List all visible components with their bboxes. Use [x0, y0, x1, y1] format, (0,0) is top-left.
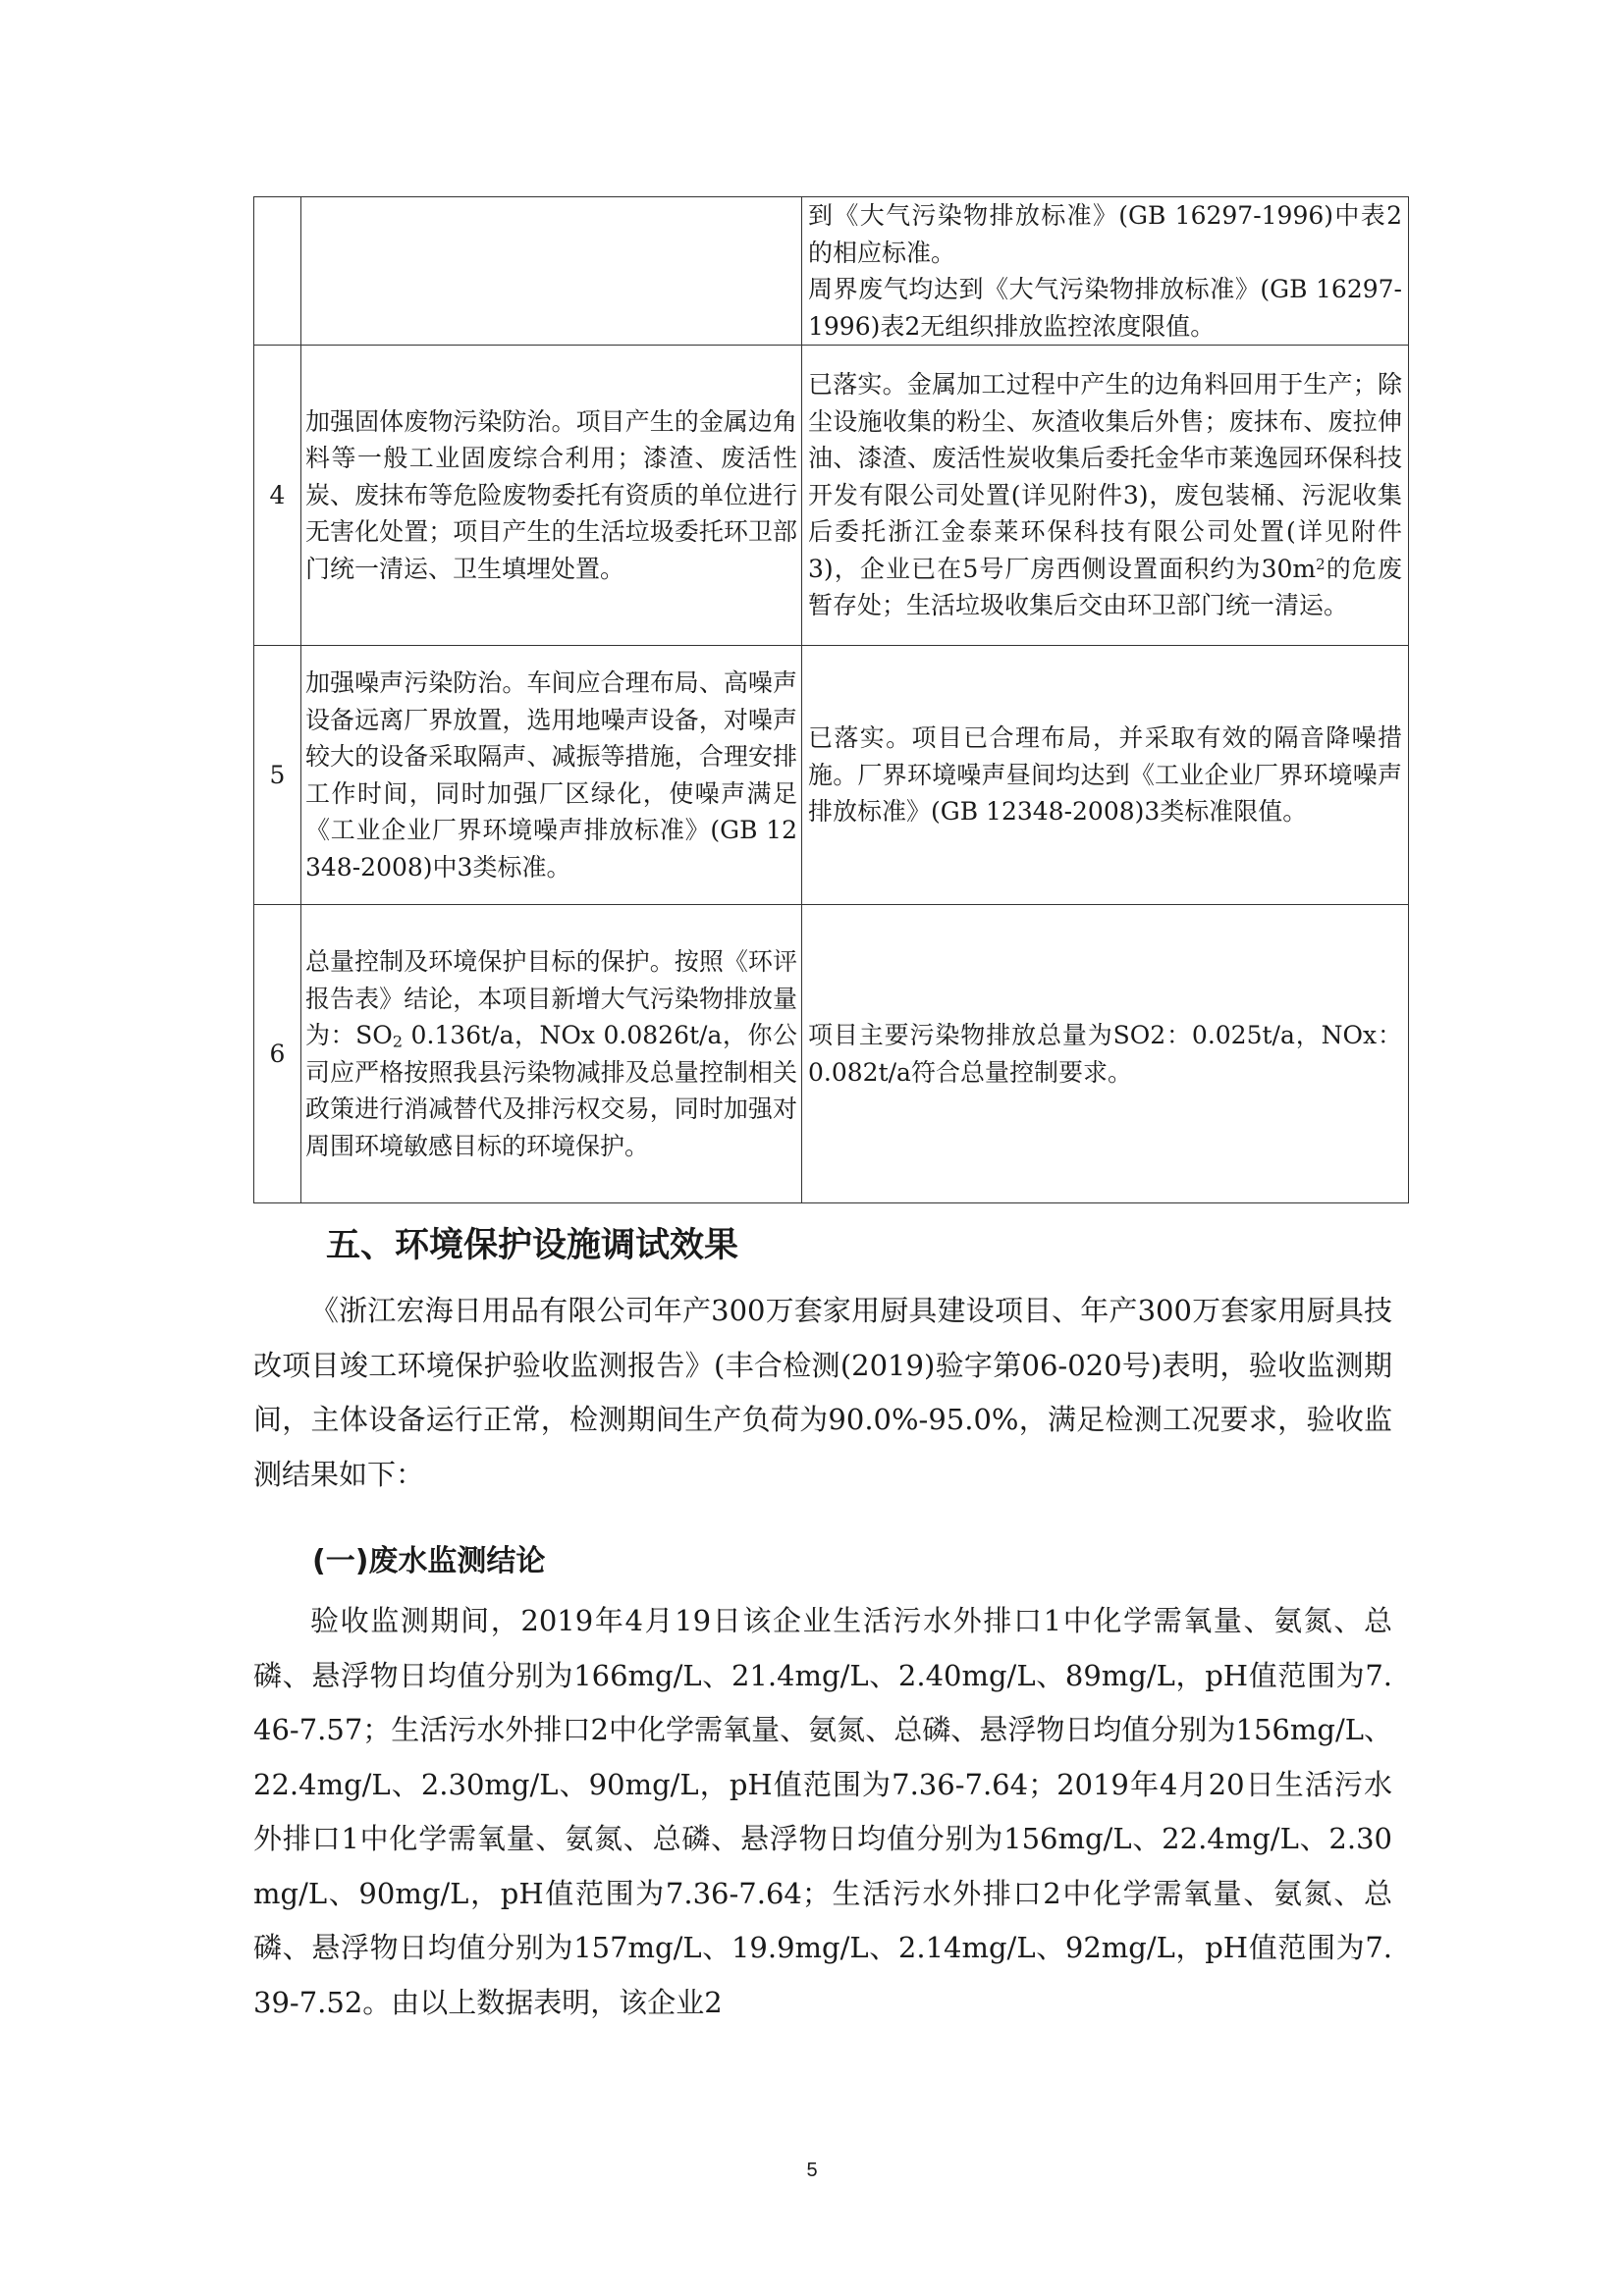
implementation-text: 已落实。金属加工过程中产生的边角料回用于生产；除尘设施收集的粉尘、灰渣收集后外售；废抹布、废拉伸油、漆渣、废活性炭收集后委托金华市莱逸园环保科技开发有限公司处置(详见附件3)，废包装桶、污泥收集后委托浙江金泰莱环保科技有限公司处置(详见附件3)，企业已在5号厂房西侧设置面积约为30m [808, 370, 1402, 583]
table-row [254, 905, 1409, 1203]
intro-paragraph: 《浙江宏海日用品有限公司年产300万套家用厨具建设项目、年产300万套家用厨具技改项目竣工环境保护验收监测报告》(丰合检测(2019)验字第06-020号)表明，验收监测期间，主体设备运行正常，检测期间生产负荷为90.0%-95.0%，满足检测工况要求，验收监测结果如下： [253, 1294, 1392, 1491]
wastewater-subheading: (一)废水监测结论 [312, 1544, 546, 1578]
row-number [254, 197, 301, 346]
wastewater-paragraph: 验收监测期间，2019年4月19日该企业生活污水外排口1中化学需氧量、氨氮、总磷、悬浮物日均值分别为166mg/L、21.4mg/L、2.40mg/L、89mg/L，pH值范围为7.46-7.57；生活污水外排口2中化学需氧量、氨氮、总磷、悬浮物日均值分别为156mg/L、22.4mg/L、2.30mg/L、90mg/L，pH值范围为7.36-7.64；2019年4月20日生活污水外排口1中化学需氧量、氨氮、总磷、悬浮物日均值分别为156mg/L、22.4mg/L、2.30mg/L、90mg/L，pH值范围为7.36-7.64；生活污水外排口2中化学需氧量、氨氮、总磷、悬浮物日均值分别为157mg/L、19.9mg/L、2.14mg/L、92mg/L，pH值范围为7.39-7.52。由以上数据表明，该企业2 [253, 1604, 1392, 2019]
implementation-text: 到《大气污染物排放标准》(GB 16297-1996)中表2的相应标准。 周界废气均达到《大气污染物排放标准》(GB 16297-1996)表2无组织排放监控浓度限值。 [808, 201, 1402, 341]
row-number: 4 [254, 346, 301, 646]
section-heading: 五、环境保护设施调试效果 [326, 1226, 739, 1265]
implementation-text-tail: 的危废暂存处；生活垃圾收集后交由环卫部门统一清运。 [808, 554, 1402, 620]
superscript: 2 [1316, 555, 1326, 573]
table-row [254, 646, 1409, 905]
implementation-cell [802, 197, 1409, 346]
requirement-cell [301, 905, 802, 1203]
requirement-cell: 加强噪声污染防治。车间应合理布局、高噪声设备远离厂界放置，选用地噪声设备，对噪声较大的设备采取隔声、减振等措施，合理安排工作时间，同时加强厂区绿化，使噪声满足《工业企业厂界环境噪声排放标准》(GB 12348-2008)中3类标准。 [301, 646, 802, 905]
requirement-text-tail: 0.136t/a，NOx 0.0826t/a，你公司应严格按照我县污染物减排及总量控制相关政策进行消减替代及排污权交易，同时加强对周围环境敏感目标的环境保护。 [305, 1021, 797, 1160]
implementation-cell [802, 346, 1409, 646]
requirement-cell [301, 197, 802, 346]
implementation-cell: 已落实。项目已合理布局，并采取有效的隔音降噪措施。厂界环境噪声昼间均达到《工业企业厂界环境噪声排放标准》(GB 12348-2008)3类标准限值。 [802, 646, 1409, 905]
table-row [254, 197, 1409, 346]
requirement-cell: 加强固体废物污染防治。项目产生的金属边角料等一般工业固废综合利用；漆渣、废活性炭、废抹布等危险废物委托有资质的单位进行无害化处置；项目产生的生活垃圾委托环卫部门统一清运、卫生填埋处置。 [301, 346, 802, 646]
requirement-text: 总量控制及环境保护目标的保护。按照《环评报告表》结论，本项目新增大气污染物排放量为：SO [305, 947, 797, 1049]
page-number: 5 [806, 2160, 818, 2181]
row-number: 5 [254, 646, 301, 905]
table-row [254, 346, 1409, 646]
row-number: 6 [254, 905, 301, 1203]
subscript: 2 [392, 1032, 404, 1051]
implementation-cell: 项目主要污染物排放总量为SO2：0.025t/a，NOx：0.082t/a符合总量控制要求。 [802, 905, 1409, 1203]
acceptance-table [253, 196, 1409, 1203]
